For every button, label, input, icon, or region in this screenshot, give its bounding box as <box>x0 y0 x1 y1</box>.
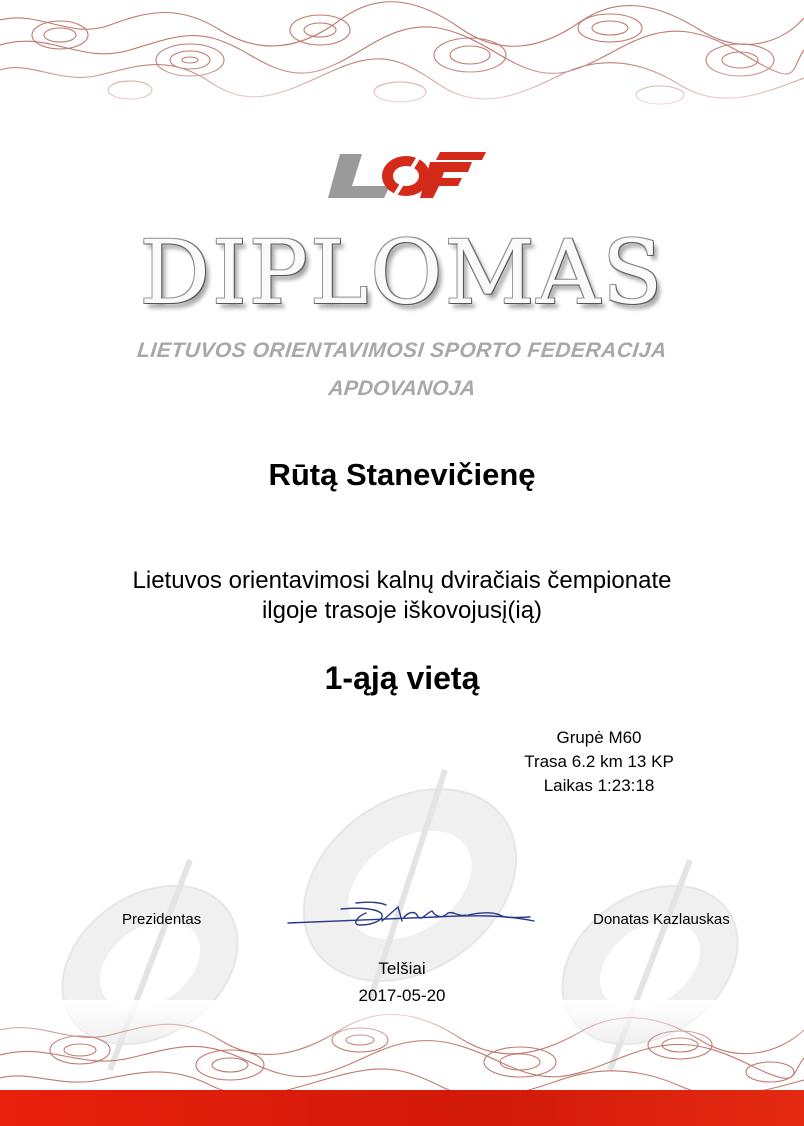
federation-name: LIETUVOS ORIENTAVIMOSI SPORTO FEDERACIJA <box>136 339 669 362</box>
signature-image <box>286 895 536 935</box>
place-result: 1-ąją vietą <box>324 660 480 696</box>
event-date: 2017-05-20 <box>358 986 446 1005</box>
recipient-name: Rūtą Stanevičienę <box>268 457 536 492</box>
president-name: Donatas Kazlauskas <box>593 911 730 928</box>
bottom-red-bar <box>0 1090 804 1126</box>
description-line-2: ilgoje trasoje iškovojusį(ią) <box>261 597 543 624</box>
group-detail: Grupė M60 <box>556 728 642 747</box>
losf-logo <box>322 150 488 200</box>
time-detail: Laikas 1:23:18 <box>543 776 655 795</box>
event-city: Telšiai <box>378 959 426 978</box>
award-verb: APDOVANOJA <box>327 377 477 400</box>
course-detail: Trasa 6.2 km 13 KP <box>524 752 674 771</box>
description-line-1: Lietuvos orientavimosi kalnų dviračiais čempionate <box>132 567 672 594</box>
diploma-title: DIPLOMAS <box>139 221 665 324</box>
president-label: Prezidentas <box>122 911 202 928</box>
